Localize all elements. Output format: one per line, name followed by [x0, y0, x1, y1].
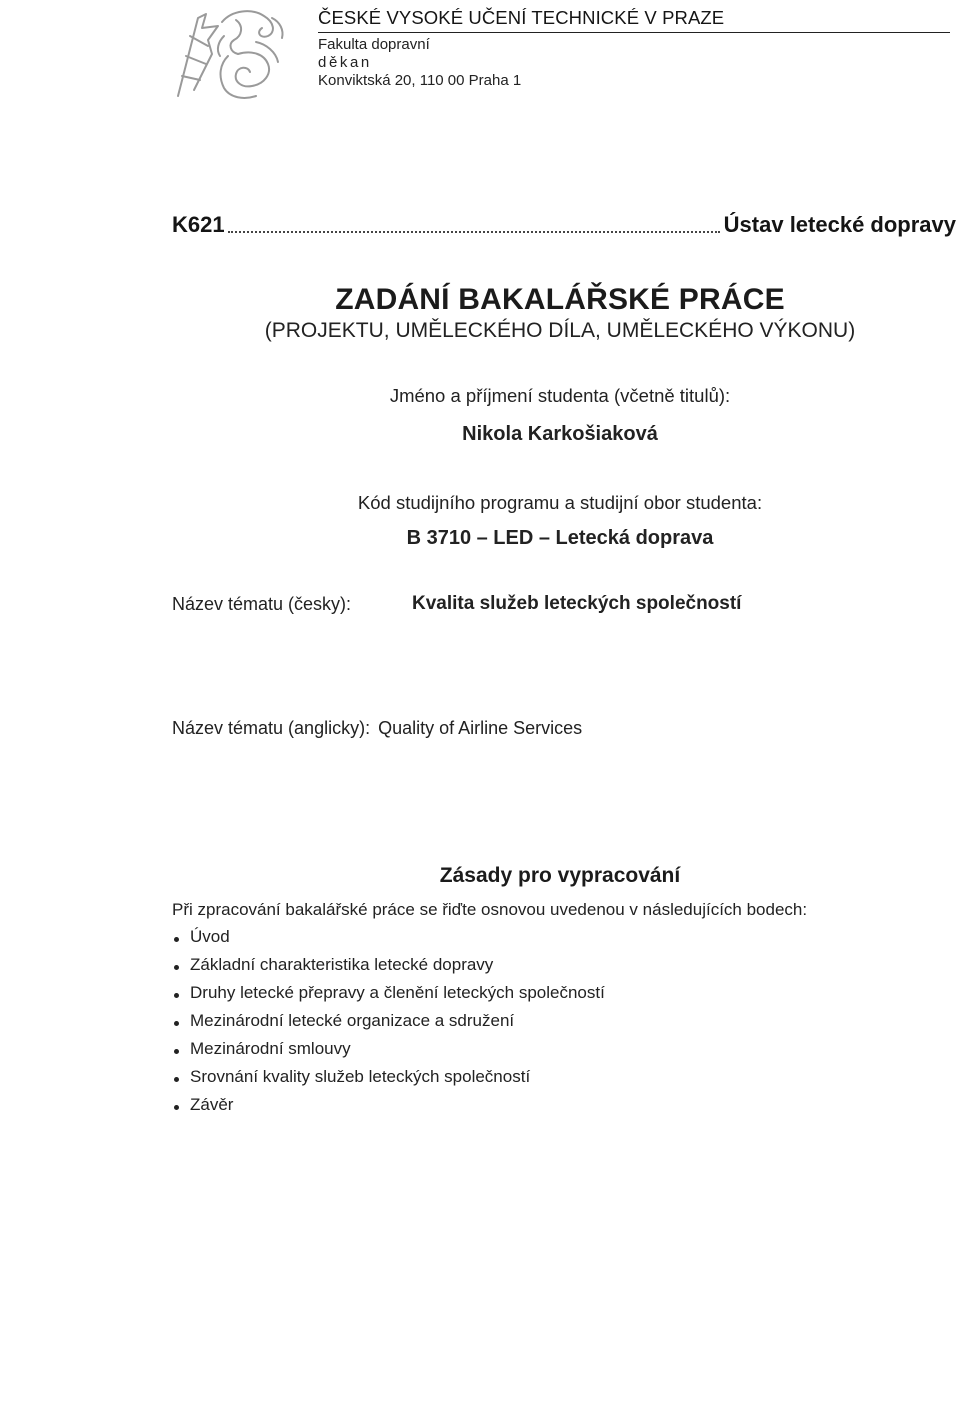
student-name-label: Jméno a příjmení studenta (včetně titulů):: [389, 385, 731, 406]
institution-header: [318, 6, 950, 90]
principles-heading: Zásady pro vypracování: [439, 864, 681, 887]
list-item: Úvod: [172, 924, 605, 952]
list-item: Srovnání kvality služeb leteckých společností: [172, 1064, 605, 1092]
ctu-lion-logo-icon: [172, 6, 290, 102]
study-program-label: Kód studijního programu a studijní obor studenta:: [357, 492, 763, 513]
topic-czech-label: Název tématu (česky):: [172, 594, 352, 614]
university-name: ČESKÉ VYSOKÉ UČENÍ TECHNICKÉ V PRAZE: [318, 7, 725, 28]
department-line: [172, 211, 956, 239]
topic-english-value: Quality of Airline Services: [378, 718, 583, 738]
principles-intro: Při zpracování bakalářské práce se řiďte osnovou uvedenou v následujících bodech:: [172, 900, 808, 919]
topic-english-row: [172, 715, 582, 741]
dotted-leader: [228, 231, 720, 233]
list-item: Základní charakteristika letecké dopravy: [172, 952, 605, 980]
list-item: Mezinárodní smlouvy: [172, 1036, 605, 1064]
document-title: ZADÁNÍ BAKALÁŘSKÉ PRÁCE: [335, 283, 785, 316]
topic-czech-row: [172, 591, 742, 617]
outline-list: [172, 924, 605, 1120]
list-item: Mezinárodní letecké organizace a sdružení: [172, 1008, 605, 1036]
list-item: Závěr: [172, 1092, 605, 1120]
address: Konviktská 20, 110 00 Praha 1: [318, 72, 522, 89]
list-item: Druhy letecké přepravy a členění leteckých společností: [172, 980, 605, 1008]
topic-czech-value: Kvalita služeb leteckých společností: [412, 593, 742, 614]
topic-english-label: Název tématu (anglicky):: [172, 718, 371, 738]
header-divider: [318, 32, 950, 33]
study-program-value: B 3710 – LED – Letecká doprava: [406, 527, 714, 549]
faculty-name: Fakulta dopravní: [318, 36, 430, 53]
department-name: Ústav letecké dopravy: [723, 212, 956, 237]
department-code: K621: [172, 212, 225, 237]
dean-label: děkan: [318, 54, 372, 71]
student-name: Nikola Karkošiaková: [462, 423, 658, 445]
document-subtitle: (PROJEKTU, UMĚLECKÉHO DÍLA, UMĚLECKÉHO VÝKONU): [264, 319, 856, 342]
